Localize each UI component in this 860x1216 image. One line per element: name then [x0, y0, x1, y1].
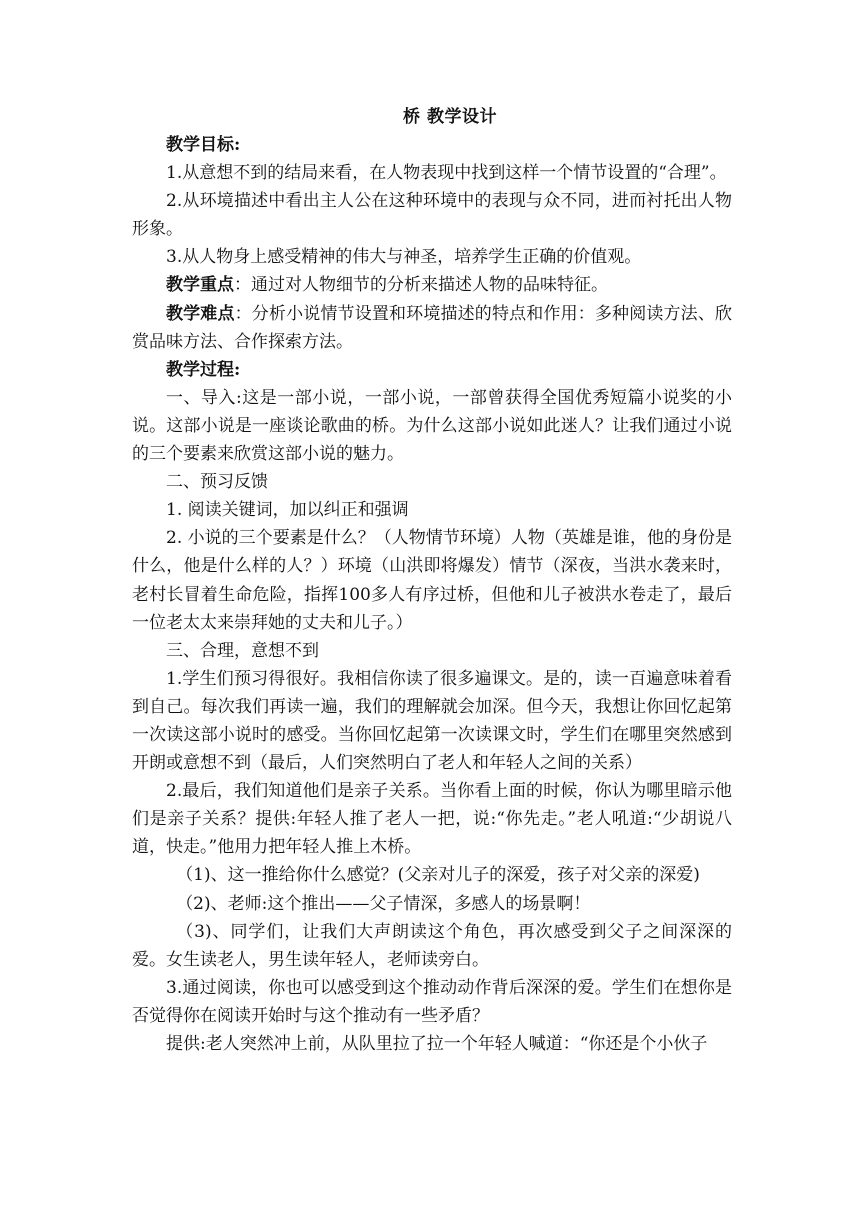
section-3-heading: 三、合理，意想不到 [166, 640, 319, 661]
section-2-item-2: 2. 小说的三个要素是什么？（人物情节环境）人物（英雄是谁，他的身份是什么，他是什么样的人？）环境（山洪即将爆发）情节（深夜，当洪水袭来时，老村长冒着生命危险，指挥100多人有序过桥，但他和儿子被洪水卷走了，最后一位老太太来崇拜她的丈夫和儿子。） [132, 528, 732, 633]
key-point-paragraph [132, 271, 732, 299]
objectives-heading: 教学目标: [166, 135, 241, 155]
key-point-label: 教学重点 [166, 275, 234, 296]
sub-item-3: （3)、同学们，让我们大声朗读这个角色，再次感受到父子之间深深的爱。女生读老人，男生读年轻人，老师读旁白。 [132, 921, 732, 970]
section-3-item-1: 1.学生们预习得很好。我相信你读了很多遍课文。是的，读一百遍意味着看到自己。每次我们再读一遍，我们的理解就会加深。但今天，我想让你回忆起第一次读这部小说时的感受。当你回忆起第一次读课文时，学生们在哪里突然感到开朗或意想不到（最后，人们突然明白了老人和年轻人之间的关系） [132, 668, 732, 774]
objective-1: 1.从意想不到的结局来看，在人物表现中找到这样一个情节设置的“合理”。 [166, 163, 727, 184]
objective-2: 2.从环境描述中看出主人公在这种环境中的表现与众不同，进而衬托出人物形象。 [132, 191, 732, 240]
difficulty-label: 教学难点 [166, 303, 235, 324]
document-body [132, 103, 732, 1058]
objective-3: 3.从人物身上感受精神的伟大与神圣，培养学生正确的价值观。 [166, 247, 642, 268]
difficulty-text: ：分析小说情节设置和环境描述的特点和作用：多种阅读方法、欣赏品味方法、合作探索方法。 [132, 303, 732, 352]
process-heading: 教学过程: [166, 359, 241, 380]
document-title: 桥 教学设计 [403, 107, 497, 127]
provide-paragraph: 提供:老人突然冲上前，从队里拉了拉一个年轻人喊道：“你还是个小伙子 [166, 1034, 708, 1054]
section-2-heading: 二、预习反馈 [166, 472, 268, 493]
section-2-item-1: 1. 阅读关键词，加以纠正和强调 [166, 500, 409, 521]
section-1-intro: 一、导入:这是一部小说，一部小说，一部曾获得全国优秀短篇小说奖的小说。这部小说是一座谈论歌曲的桥。为什么这部小说如此迷人？让我们通过小说的三个要素来欣赏这部小说的魅力。 [132, 387, 732, 465]
section-3-item-2: 2.最后，我们知道他们是亲子关系。当你看上面的时候，你认为哪里暗示他们是亲子关系？提供:年轻人推了老人一把，说:“你先走。”老人吼道:“少胡说八道，快走。”他用力把年轻人推上木桥。 [132, 781, 732, 858]
difficulty-paragraph [132, 300, 732, 356]
section-3-item-3: 3.通过阅读，你也可以感受到这个推动动作背后深深的爱。学生们在想你是否觉得你在阅读开始时与这个推动有一些矛盾？ [132, 977, 732, 1026]
sub-item-1: （1)、这一推给你什么感觉？(父亲对儿子的深爱，孩子对父亲的深爱) [176, 865, 700, 886]
key-point-text: ：通过对人物细节的分析来描述人物的品味特征。 [234, 275, 608, 296]
sub-item-2: （2)、老师:这个推出——父子情深，多感人的场景啊！ [176, 893, 591, 914]
